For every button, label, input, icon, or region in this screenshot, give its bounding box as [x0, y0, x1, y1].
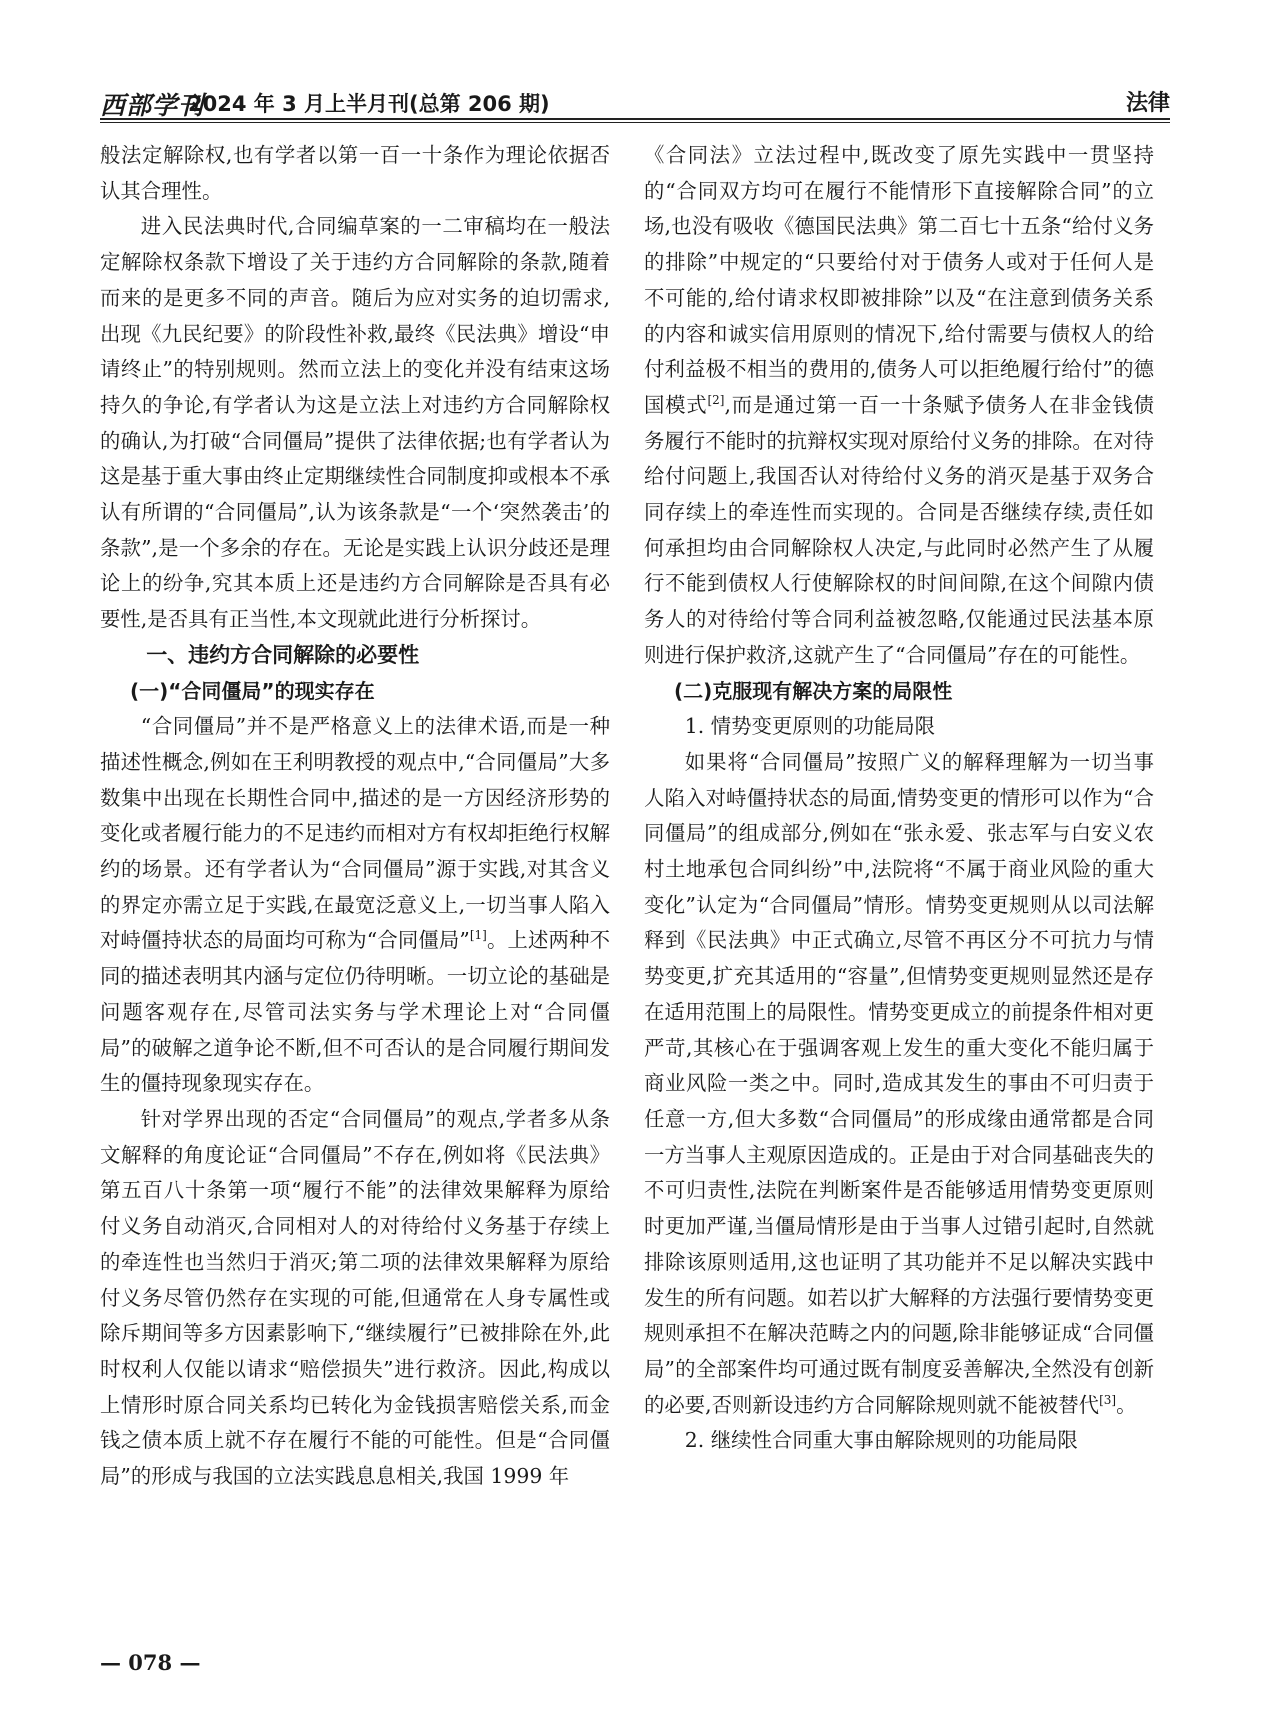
subsubsection-heading: 1. 情势变更原则的功能局限: [684, 714, 936, 739]
page-number: — 078 —: [100, 1650, 201, 1675]
citation-ref: [1]: [469, 928, 487, 943]
page-header: [100, 80, 1170, 124]
issue-info: 2024 年 3 月上半月刊(总第 206 期): [188, 92, 550, 116]
section-tag: 法律: [1125, 91, 1170, 116]
subsection-heading: (二)克服现有解决方案的局限性: [674, 678, 953, 703]
paragraph: [644, 745, 1154, 1423]
right-column: [644, 138, 1154, 1459]
citation-ref: [3]: [1099, 1392, 1117, 1407]
header-rule-thick: [100, 118, 1170, 120]
paragraph: 般法定解除权,也有学者以第一百一十条作为理论依据否认其合理性。: [100, 143, 610, 203]
paragraph-text: ,而是通过第一百一十条赋予债务人在非金钱债务履行不能时的抗辩权实现对原给付义务的排除。在对待给付问题上,我国否认对待给付义务的消灭是基于双务合同存续上的牵连性而实现的。合同是否继续存续,责任如何承担均由合同解除权人决定,与此同时必然产生了从履行不能到债权人行使解除权的时间间隙,在这个间隙内债务人的对待给付等合同利益被忽略,仅能通过民法基本原则进行保护救济,这就产生了“合同僵局”存在的可能性。: [644, 392, 1155, 667]
paragraph: [644, 138, 1154, 674]
paragraph-text: 如果将“合同僵局”按照广义的解释理解为一切当事人陷入对峙僵持状态的局面,情势变更的情形可以作为“合同僵局”的组成部分,例如在“张永爱、张志军与白安义农村土地承包合同纠纷”中,法院将“不属于商业风险的重大变化”认定为“合同僵局”情形。情势变更规则从以司法解释到《民法典》中正式确立,尽管不再区分不可抗力与情势变更,扩充其适用的“容量”,但情势变更规则显然还是存在适用范围上的局限性。情势变更成立的前提条件相对更严苛,其核心在于强调客观上发生的重大变化不能归属于商业风险一类之中。同时,造成其发生的事由不可归责于任意一方,但大多数“合同僵局”的形成缘由通常都是合同一方当事人主观原因造成的。正是由于对合同基础丧失的不可归责性,法院在判断案件是否能够适用情势变更原则时更加严谨,当僵局情形是由于当事人过错引起时,自然就排除该原则适用,这也证明了其功能并不足以解决实践中发生的所有问题。如若以扩大解释的方法强行要情势变更规则承担不在解决范畴之内的问题,除非能够证成“合同僵局”的全部案件均可通过既有制度妥善解决,全然没有创新的必要,否则新设违约方合同解除规则就不能被替代: [644, 749, 1154, 1417]
citation-ref: [2]: [707, 393, 725, 408]
paragraph-text: “合同僵局”并不是严格意义上的法律术语,而是一种描述性概念,例如在王利明教授的观点中,“合同僵局”大多数集中出现在长期性合同中,描述的是一方因经济形势的变化或者履行能力的不足违约而相对方有权却拒绝行权解约的场景。还有学者认为“合同僵局”源于实践,对其含义的界定亦需立足于实践,在最宽泛意义上,一切当事人陷入对峙僵持状态的局面均可称为“合同僵局”: [100, 714, 610, 953]
subsubsection-heading: 2. 继续性合同重大事由解除规则的功能局限: [684, 1428, 1078, 1453]
paragraph-text: 《合同法》立法过程中,既改变了原先实践中一贯坚持的“合同双方均可在履行不能情形下直接解除合同”的立场,也没有吸收《德国民法典》第二百七十五条“给付义务的排除”中规定的“只要给付对于债务人或对于任何人是不可能的,给付请求权即被排除”以及“在注意到债务关系的内容和诚实信用原则的情况下,给付需要与债权人的给付利益极不相当的费用的,债务人可以拒绝履行给付”的德国模式: [644, 143, 1154, 417]
paragraph: [100, 709, 610, 1102]
subsection-heading: (一)“合同僵局”的现实存在: [130, 678, 375, 703]
paragraph-text: 。上述两种不同的描述表明其内涵与定位仍待明晰。一切立论的基础是问题客观存在,尽管司法实务与学术理论上对“合同僵局”的破解之道争论不断,但不可否认的是合同履行期间发生的僵持现象现实存在。: [100, 928, 610, 1096]
left-column: [100, 138, 610, 1495]
section-heading: 一、违约方合同解除的必要性: [146, 642, 420, 667]
header-rule-thin: [100, 122, 1170, 123]
paragraph-text: 。: [1116, 1392, 1137, 1417]
paragraph: 针对学界出现的否定“合同僵局”的观点,学者多从条文解释的角度论证“合同僵局”不存在,例如将《民法典》第五百八十条第一项“履行不能”的法律效果解释为原给付义务自动消灭,合同相对人的对待给付义务基于存续上的牵连性也当然归于消灭;第二项的法律效果解释为原给付义务尽管仍然存在实现的可能,但通常在人身专属性或除斥期间等多方因素影响下,“继续履行”已被排除在外,此时权利人仅能以请求“赔偿损失”进行救济。因此,构成以上情形时原合同关系均已转化为金钱损害赔偿关系,而金钱之债本质上就不存在履行不能的可能性。但是“合同僵局”的形成与我国的立法实践息息相关,我国 1999 年: [100, 1106, 610, 1489]
paragraph: 进入民法典时代,合同编草案的一二审稿均在一般法定解除权条款下增设了关于违约方合同解除的条款,随着而来的是更多不同的声音。随后为应对实务的迫切需求,出现《九民纪要》的阶段性补救,最终《民法典》增设“申请终止”的特别规则。然而立法上的变化并没有结束这场持久的争论,有学者认为这是立法上对违约方合同解除权的确认,为打破“合同僵局”提供了法律依据;也有学者认为这是基于重大事由终止定期继续性合同制度抑或根本不承认有所谓的“合同僵局”,认为该条款是“一个‘突然袭击’的条款”,是一个多余的存在。无论是实践上认识分歧还是理论上的纷争,究其本质上还是违约方合同解除是否具有必要性,是否具有正当性,本文现就此进行分析探讨。: [100, 214, 610, 632]
journal-logo: 西部学刊: [100, 91, 205, 120]
